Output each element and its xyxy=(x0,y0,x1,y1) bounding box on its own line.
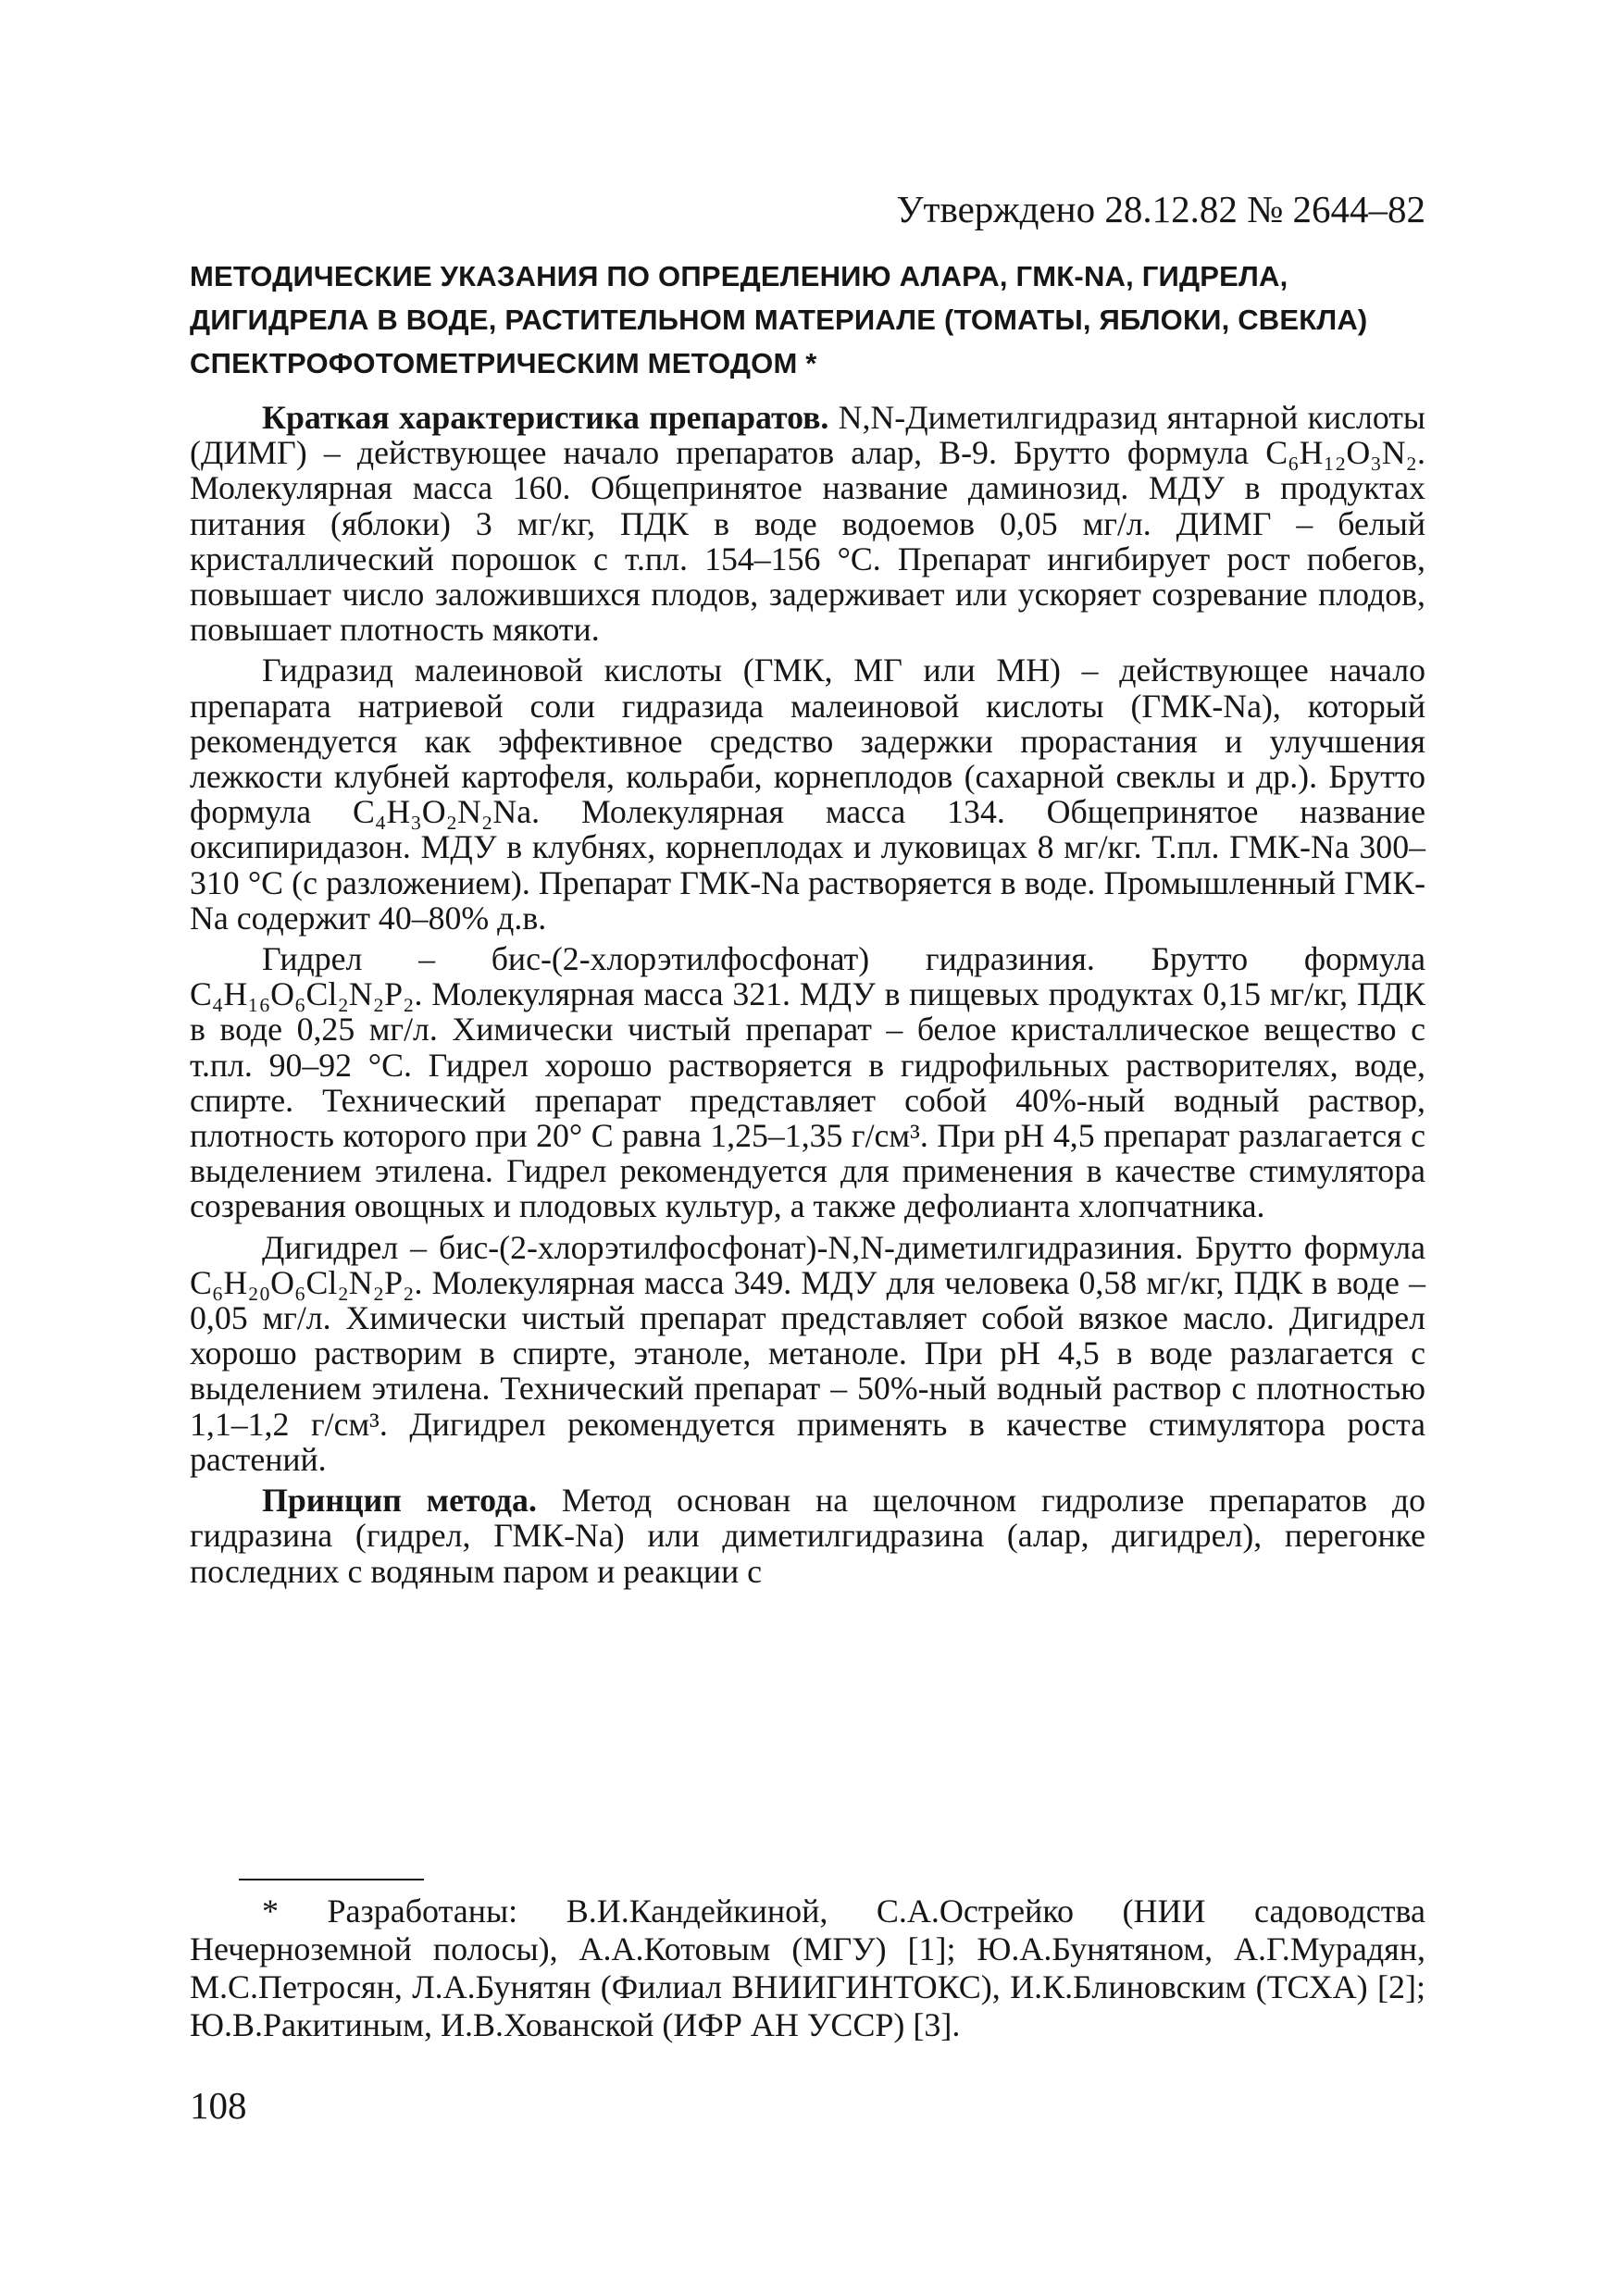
paragraph-method-principle xyxy=(190,1483,1425,1589)
paragraph-gidrel xyxy=(190,941,1425,1224)
page-number: 108 xyxy=(190,2084,247,2127)
paragraph-text: Дигидрел – бис-(2-хлорэтилфосфонат)-N,N-диметилгидразиния. Брутто формула C₆H₂₀O₆Cl₂N₂P₂. Молекулярная масса 349. МДУ для человека 0,58 мг/кг, ПДК в воде – 0,05 мг/л. Химически чистый препарат представляет собой вязкое масло. Дигидрел хорошо растворим в спирте, этаноле, метаноле. При pH 4,5 в воде разлагается с выделением этилена. Технический препарат – 50%-ный водный раствор с плотностью 1,1–1,2 г/см³. Дигидрел рекомендуется применять в качестве стимулятора роста растений. xyxy=(190,1228,1425,1478)
body-text xyxy=(190,400,1425,1595)
paragraph-digidrel xyxy=(190,1230,1425,1477)
footnote: * Разработаны: В.И.Кандейкиной, С.А.Острейко (НИИ садоводства Нечерноземной полосы), А.А.Котовым (МГУ) [1]; Ю.А.Бунятяном, А.Г.Мурадян, М.С.Петросян, Л.А.Бунятян (Филиал ВНИИГИНТОКС), И.К.Блиновским (ТСХА) [2]; Ю.В.Ракитиным, И.В.Хованской (ИФР АН УССР) [3]. xyxy=(190,1893,1425,2043)
document-title: МЕТОДИЧЕСКИЕ УКАЗАНИЯ ПО ОПРЕДЕЛЕНИЮ АЛАРА, ГМК-NA, ГИДРЕЛА, ДИГИДРЕЛА В ВОДЕ, РАСТИТЕЛЬНОМ МАТЕРИАЛЕ (ТОМАТЫ, ЯБЛОКИ, СВЕКЛА) СПЕКТРОФОТОМЕТРИЧЕСКИМ МЕТОДОМ * xyxy=(190,260,1368,379)
paragraph-lead: Принцип метода. xyxy=(262,1482,537,1520)
approval-line: Утверждено 28.12.82 № 2644–82 xyxy=(896,188,1425,230)
paragraph-text: Метод основан на щелочном гидролизе препаратов до гидразина (гидрел, ГМК-Na) или диметилгидразина (алар, дигидрел), перегонке последних с водяным паром и реакции с xyxy=(190,1482,1425,1590)
paragraph-gmk xyxy=(190,652,1425,936)
paragraph-lead: Краткая характеристика препаратов. xyxy=(262,399,829,436)
paragraph-text: Гидразид малеиновой кислоты (ГМК, МГ или МН) – действующее начало препарата натриевой соли гидразида малеиновой кислоты (ГМК-Na), который рекомендуется как эффективное средство задержки прорастания и улучшения лежкости клубней картофеля, кольраби, корнеплодов (сахарной свеклы и др.). Брутто формула C₄H₃O₂N₂Na. Молекулярная масса 134. Общепринятое название оксипиридазон. МДУ в клубнях, корнеплодах и луковицах 8 мг/кг. Т.пл. ГМК-Na 300–310 °С (с разложением). Препарат ГМК-Na растворяется в воде. Промышленный ГМК-Na содержит 40–80% д.в. xyxy=(190,652,1425,937)
paragraph-preparations xyxy=(190,400,1425,647)
footnote-divider xyxy=(239,1879,424,1880)
paragraph-text: N,N-Диметилгидразид янтарной кислоты (ДИМГ) – действующее начало препаратов алар, В-9. Брутто формула C₆H₁₂O₃N₂. Молекулярная масса 160. Общепринятое название даминозид. МДУ в продуктах питания (яблоки) 3 мг/кг, ПДК в воде водоемов 0,05 мг/л. ДИМГ – белый кристаллический порошок с т.пл. 154–156 °С. Препарат ингибирует рост побегов, повышает число заложившихся плодов, задерживает или ускоряет созревание плодов, повышает плотность мякоти. xyxy=(190,399,1425,649)
paragraph-text: Гидрел – бис-(2-хлорэтилфосфонат) гидразиния. Брутто формула C₄H₁₆O₆Cl₂N₂P₂. Молекулярная масса 321. МДУ в пищевых продуктах 0,15 мг/кг, ПДК в воде 0,25 мг/л. Химически чистый препарат – белое кристаллическое вещество с т.пл. 90–92 °С. Гидрел хорошо растворяется в гидрофильных растворителях, воде, спирте. Технический препарат представляет собой 40%-ный водный раствор, плотность которого при 20° С равна 1,25–1,35 г/см³. При pH 4,5 препарат разлагается с выделением этилена. Гидрел рекомендуется для применения в качестве стимулятора созревания овощных и плодовых культур, а также дефолианта хлопчатника. xyxy=(190,940,1425,1225)
